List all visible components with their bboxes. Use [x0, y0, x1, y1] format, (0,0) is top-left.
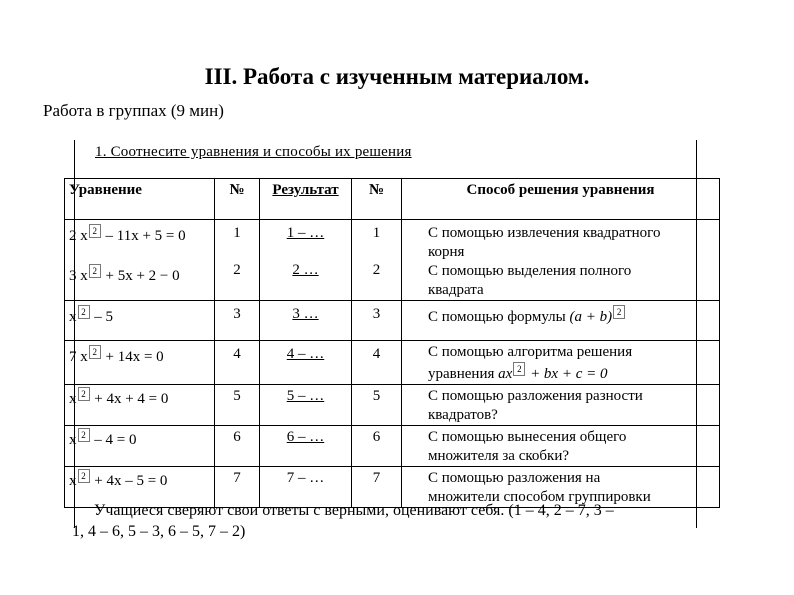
footer-note	[72, 500, 712, 542]
result-7: 7 – …	[286, 470, 325, 486]
table-header-row	[65, 179, 720, 220]
method-2-line1: С помощью выделения полного	[428, 263, 632, 279]
equation-cell: x 2 – 5	[65, 301, 215, 341]
num1-cell: 7	[215, 467, 260, 508]
num1-cell: 4	[215, 341, 260, 385]
method-1-line2: корня	[428, 244, 465, 260]
num2-cell: 6	[352, 426, 402, 467]
equation-cell: x 2 + 4x – 5 = 0	[65, 467, 215, 508]
sup-placeholder: 2	[78, 305, 90, 319]
result-4: 4 – …	[286, 346, 325, 362]
header-equation: Уравнение	[65, 179, 215, 220]
subtitle: Работа в группах (9 мин)	[43, 101, 224, 120]
equations-table	[64, 178, 720, 508]
num2-cell: 5	[352, 385, 402, 426]
method-cell	[402, 220, 720, 301]
method-cell: С помощью разложения на множители способом группировки	[402, 467, 720, 508]
method-cell: С помощью разложения разности квадратов?	[402, 385, 720, 426]
sup-placeholder: 2	[513, 362, 525, 376]
equation-cell: 7 x 2 + 14x = 0	[65, 341, 215, 385]
equation-cell	[65, 220, 215, 301]
result-2: 2 …	[292, 262, 319, 278]
method-1-line1: С помощью извлечения квадратного	[428, 225, 661, 241]
table-row	[65, 426, 720, 467]
table-row	[65, 220, 720, 301]
num1-cell: 1 2	[215, 220, 260, 301]
sup-placeholder: 2	[89, 264, 101, 278]
task-heading: 1. Соотнесите уравнения и способы их решения	[95, 144, 412, 160]
result-cell	[260, 385, 352, 426]
result-cell	[260, 301, 352, 341]
table-row	[65, 385, 720, 426]
equation-cell: x 2 + 4x + 4 = 0	[65, 385, 215, 426]
result-cell	[260, 220, 352, 301]
header-result-label: Результат	[272, 182, 339, 198]
result-3: 3 …	[292, 306, 319, 322]
header-num2: №	[352, 179, 402, 220]
table-row	[65, 341, 720, 385]
header-method: Способ решения уравнения	[402, 179, 720, 220]
table-row	[65, 301, 720, 341]
num1-cell: 3	[215, 301, 260, 341]
result-cell	[260, 341, 352, 385]
result-5: 5 – …	[286, 388, 325, 404]
num1-cell: 5	[215, 385, 260, 426]
header-num1: №	[215, 179, 260, 220]
result-6: 6 – …	[286, 429, 325, 445]
method-cell: С помощью формулы (a + b) 2	[402, 301, 720, 341]
num2-cell: 3	[352, 301, 402, 341]
num2-cell: 4	[352, 341, 402, 385]
sup-placeholder: 2	[78, 428, 90, 442]
method-cell: С помощью вынесения общего множителя за скобки?	[402, 426, 720, 467]
num2-cell: 7	[352, 467, 402, 508]
method-2-line2: квадрата	[428, 282, 484, 298]
footer-line-1: Учащиеся сверяют свои ответы с верными, оценивают себя. (1 – 4, 2 – 7, 3 –	[94, 502, 614, 519]
equation-cell: x 2 – 4 = 0	[65, 426, 215, 467]
header-result	[260, 179, 352, 220]
sup-placeholder: 2	[613, 305, 625, 319]
footer-line-2: 1, 4 – 6, 5 – 3, 6 – 5, 7 – 2)	[72, 523, 246, 540]
result-1: 1 – …	[286, 225, 325, 241]
sup-placeholder: 2	[89, 224, 101, 238]
method-cell: С помощью алгоритма решения уравнения ax 2 + bx + c = 0	[402, 341, 720, 385]
equation-2: 3 x 2 + 5x + 2 − 0	[69, 266, 180, 284]
num1-cell: 6	[215, 426, 260, 467]
sup-placeholder: 2	[78, 387, 90, 401]
result-cell	[260, 426, 352, 467]
page-title: III. Работа с изученным материалом.	[204, 64, 590, 89]
sup-placeholder: 2	[78, 469, 90, 483]
sup-placeholder: 2	[89, 345, 101, 359]
equation-1: 2 x 2 – 11x + 5 = 0	[69, 226, 186, 244]
num2-cell: 1 2	[352, 220, 402, 301]
